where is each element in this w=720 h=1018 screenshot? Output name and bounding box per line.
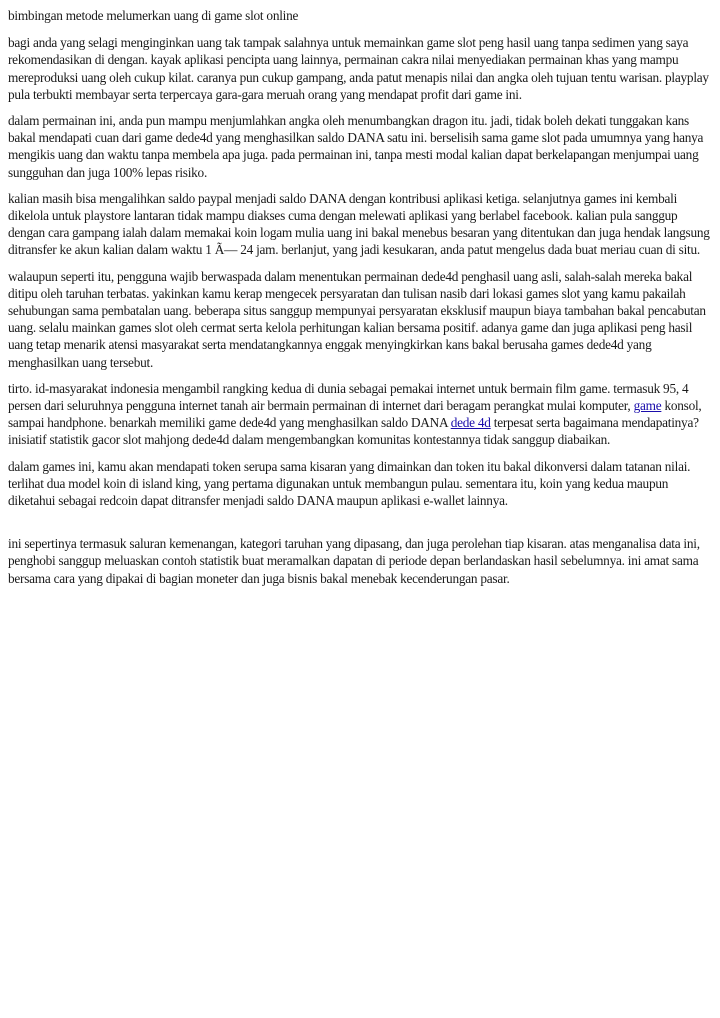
paragraph-7: ini sepertinya termasuk saluran kemenangan, kategori taruhan yang dipasang, dan juga perolehan tiap kisaran. atas menganalisa data ini, penghobi sanggup meluaskan contoh statistik buat meramalkan dapatan di periode depan berlandaskan hasil sebelumnya. ini amat sama bersama cara yang dipakai di bagian moneter dan juga bisnis bakal menebak kecenderungan pasar. (8, 536, 700, 586)
paragraph-5-text-c: terpesat serta bagaimana mendapatinya? inisiatif statistik gacor slot mahjong dede4d dalam mengembangkan komunitas kontestannya tidak sanggup diabaikan. (8, 415, 699, 448)
document-title: bimbingan metode melumerkan uang di game slot online (8, 8, 299, 23)
paragraph-1: bagi anda yang selagi menginginkan uang tak tampak salahnya untuk memainkan game slot peng hasil uang tanpa sedimen yang saya rekomendasikan di dengan. kayak aplikasi pencipta uang lainnya, permainan cakra nilai menyediakan permainan khas yang mampu mereproduksi uang oleh cukup kilat. caranya pun cukup gampang, anda patut menapis nilai dan angka oleh tujuan tentu warisan. playplay pula terbukti membayar serta terpercaya gara-gara meruah orang yang mendapat profit dari game ini. (8, 35, 709, 102)
paragraph-4: walaupun seperti itu, pengguna wajib berwaspada dalam menentukan permainan dede4d penghasil uang asli, salah-salah mereka bakal ditipu oleh taruhan terbatas. yakinkan kamu kerap mengecek persyaratan dan tulisan nasib dari lokasi games slot yang kamu pakailah sehubungan sama pembatalan uang. beberapa situs sanggup mempunyai persyaratan eksklusif maupun biaya tambahan bakal pencabutan uang. selalu mainkan games slot oleh cermat serta kelola perhitungan kalian bersama positif. adanya game dan juga aplikasi peng hasil uang tetap menarik atensi masyarakat serta mendatangkannya enggak menyingkirkan kans bakal berusaha games dede4d yang menghasilkan uang tersebut. (8, 268, 706, 370)
dede4d-link[interactable]: dede 4d (450, 415, 491, 431)
game-link[interactable]: game (633, 398, 662, 414)
paragraph-3: kalian masih bisa mengalihkan saldo paypal menjadi saldo DANA dengan kontribusi aplikasi ketiga. selanjutnya games ini kembali dikelola untuk playstore lantaran tidak mampu diakses cuma dengan melewati aplikasi yang berlabel facebook. kalian pula sanggup dengan cara gampang ialah dalam memakai koin logam mulia uang ini bakal menebus besaran yang ditentukan dan juga hendak langsung ditransfer ke akun kalian dalam waktu 1 Ã— 24 jam. berlanjut, yang jadi kesukaran, anda patut mengelus dada buat meriau cuan di situ. (8, 190, 710, 258)
paragraph-5-text-b: konsol, sampai handphone. benarkah memiliki game dede4d yang menghasilkan saldo DANA (8, 398, 702, 431)
paragraph-5-text-a: tirto. id-masyarakat indonesia mengambil rangking kedua di dunia sebagai pemakai internet untuk bermain film game. termasuk 95, 4 persen dari seluruhnya pengguna internet tanah air bermain permainan di internet dari beragam perangkat mulai komputer, (8, 380, 689, 414)
paragraph-6: dalam games ini, kamu akan mendapati token serupa sama kisaran yang dimainkan dan token itu bakal dikonversi dalam tatanan nilai. terlihat dua model koin di island king, yang pertama digunakan untuk membangun pulau. sementara itu, koin yang kedua maupun diketahui sebagai redcoin dapat ditransfer menjadi saldo DANA maupun aplikasi e-wallet lainnya. (8, 458, 691, 509)
paragraph-5 (8, 380, 714, 449)
paragraph-2: dalam permainan ini, anda pun mampu menjumlahkan angka oleh menumbangkan dragon itu. jadi, tidak boleh dekati tunggakan kans bakal mendapati cuan dari game dede4d yang menghasilkan saldo DANA satu ini. berselisih sama game slot pada umumnya yang hanya mengikis uang dan waktu tanpa membela apa juga. pada permainan ini, tanpa mesti modal kalian dapat berkelapangan menjumpai uang sungguhan dan juga 100% lepas risiko. (8, 113, 704, 180)
